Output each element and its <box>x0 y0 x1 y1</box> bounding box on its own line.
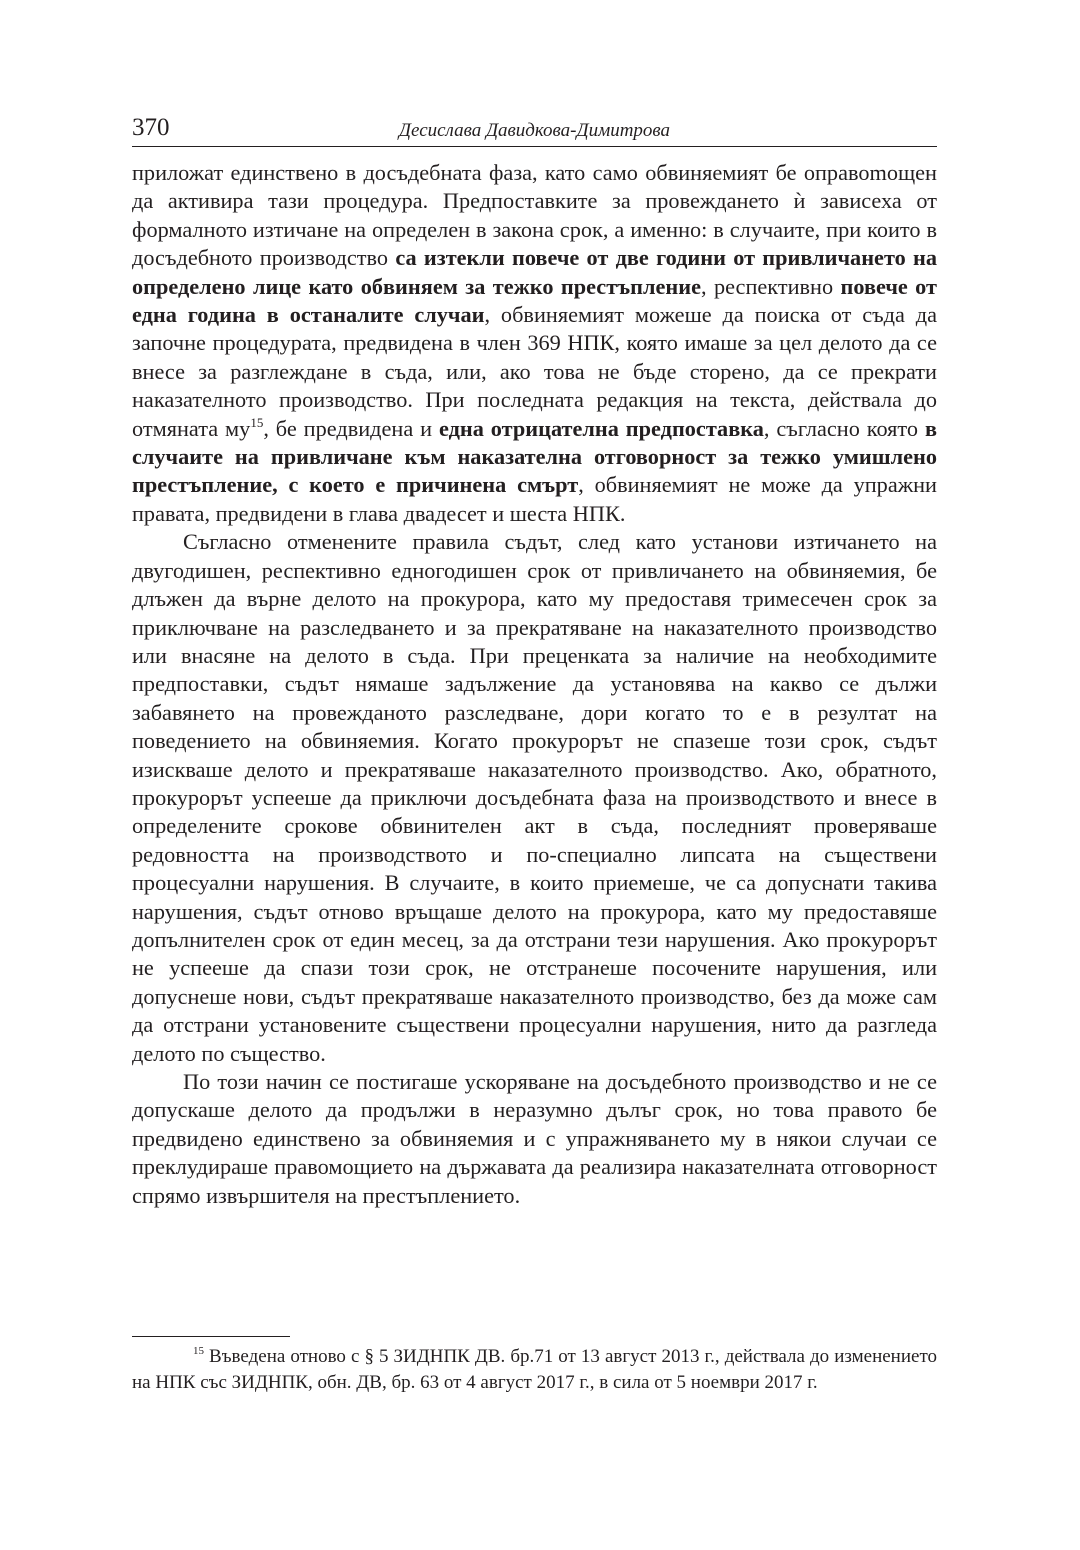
text-run: , обвиняемият не може да упражни правата, предвидени в глава двадесет и шеста НПК. <box>132 472 937 526</box>
footnote-text: Въведена отново с § 5 ЗИДНПК ДВ. бр.71 от 13 август 2013 г., действала до изменението на НПК със ЗИДНПК, обн. ДВ, бр. 63 от 4 август 2017 г., в сила от 5 ноември 2017 г. <box>132 1346 937 1393</box>
footnote-marker: 15 <box>193 1345 204 1357</box>
text-run: Съгласно отменените правила съдът, след като установи изтичането на двугодишен, респективно едногодишен срок от привличането на обвиняемия, бе длъжен да върне делото на прокурора, като му предоставя тримесечен срок за приключване на разследването и за прекратяване на наказателното производство или внасяне на делото в съда. При преценката за наличие на необходимите предпоставки, съдът нямаше задължение да установява на какво се дължи забавянето на провежданото разследване, дори когато то е в резултат на поведението на обвиняемия. Когато прокурорът не спазеше този срок, съдът изискваше делото и прекратяваше наказателното производство. Ако, обратното, прокурорът успееше да приключи досъдебната фаза на производството и внесе в определените срокове обвинителен акт в съда, последният проверяваше редовността на производството и по-специално липсата на съществени процесуални нарушения. В случаите, в които приемеше, че са допуснати такива нарушения, съдът отново връщаше делото на прокурора, като му предоставяше допълнителен срок от един месец, за да отстрани тези нарушения. Ако прокурорът не успееше да спази този срок, не отстранеше посочените нарушения, или допуснеше нови, съдът прекратяваше наказателното производство, без да може сам да отстрани установените съществени процесуални нарушения, нито да разгледа делото по същество. <box>132 529 937 1066</box>
bold-text: повече от една година в останалите случаи <box>132 273 937 328</box>
text-run: , респективно <box>701 273 841 299</box>
paragraph <box>132 528 937 1068</box>
paragraph <box>132 159 937 528</box>
bold-text: са изтекли повече от две години от привличането на определено лице като обвиняем за тежко престъпление <box>132 245 937 299</box>
running-title-author: Десислава Давидкова-Димитрова <box>398 120 671 141</box>
running-head <box>132 112 937 147</box>
text-run: приложат единствено в досъдебната фаза, като само обвиняемият бе оправоmощен да активира тази процедура. Предпоставките за провеждането ѝ зависеха от формалното изтичане на определен в закона срок, а именно: в случаите, при които в досъдебното производство <box>132 160 937 271</box>
bold-text: една отрицателна предпоставка <box>439 415 764 441</box>
text-run: , съгласно която <box>763 415 925 441</box>
text-run: , бе предвидена и <box>263 415 439 441</box>
page-number: 370 <box>132 114 170 141</box>
body-text <box>132 159 937 1210</box>
page <box>132 112 937 1210</box>
bold-text: в случаите на привличане към наказателна отговорност за тежко умишлено престъпление, с което е причинена смърт <box>132 415 937 498</box>
footnote <box>132 1344 937 1396</box>
text-run: , обвиняемият можеше да поиска от съда да започне процедурата, предвидена в член 369 НПК, която имаше за цел делото да се внесе за разглеждане в съда, или, ако това не бъде сторено, да се прекрати наказателното производство. При последната редакция на текста, действала до отмяната му <box>132 302 937 441</box>
paragraph <box>132 1068 937 1210</box>
footnote-separator <box>132 1336 290 1337</box>
text-run: По този начин се постигаше ускоряване на досъдебното производство и не се допускаше делото да продължи в неразумно дълъг срок, но това правото бе предвидено единствено за обвиняемия и с упражняването му в някои случаи се преклудираше правомощието на държавата да реализира наказателната отговорност спрямо извършителя на престъплението. <box>132 1069 937 1208</box>
footnote-reference: 15 <box>250 414 264 430</box>
